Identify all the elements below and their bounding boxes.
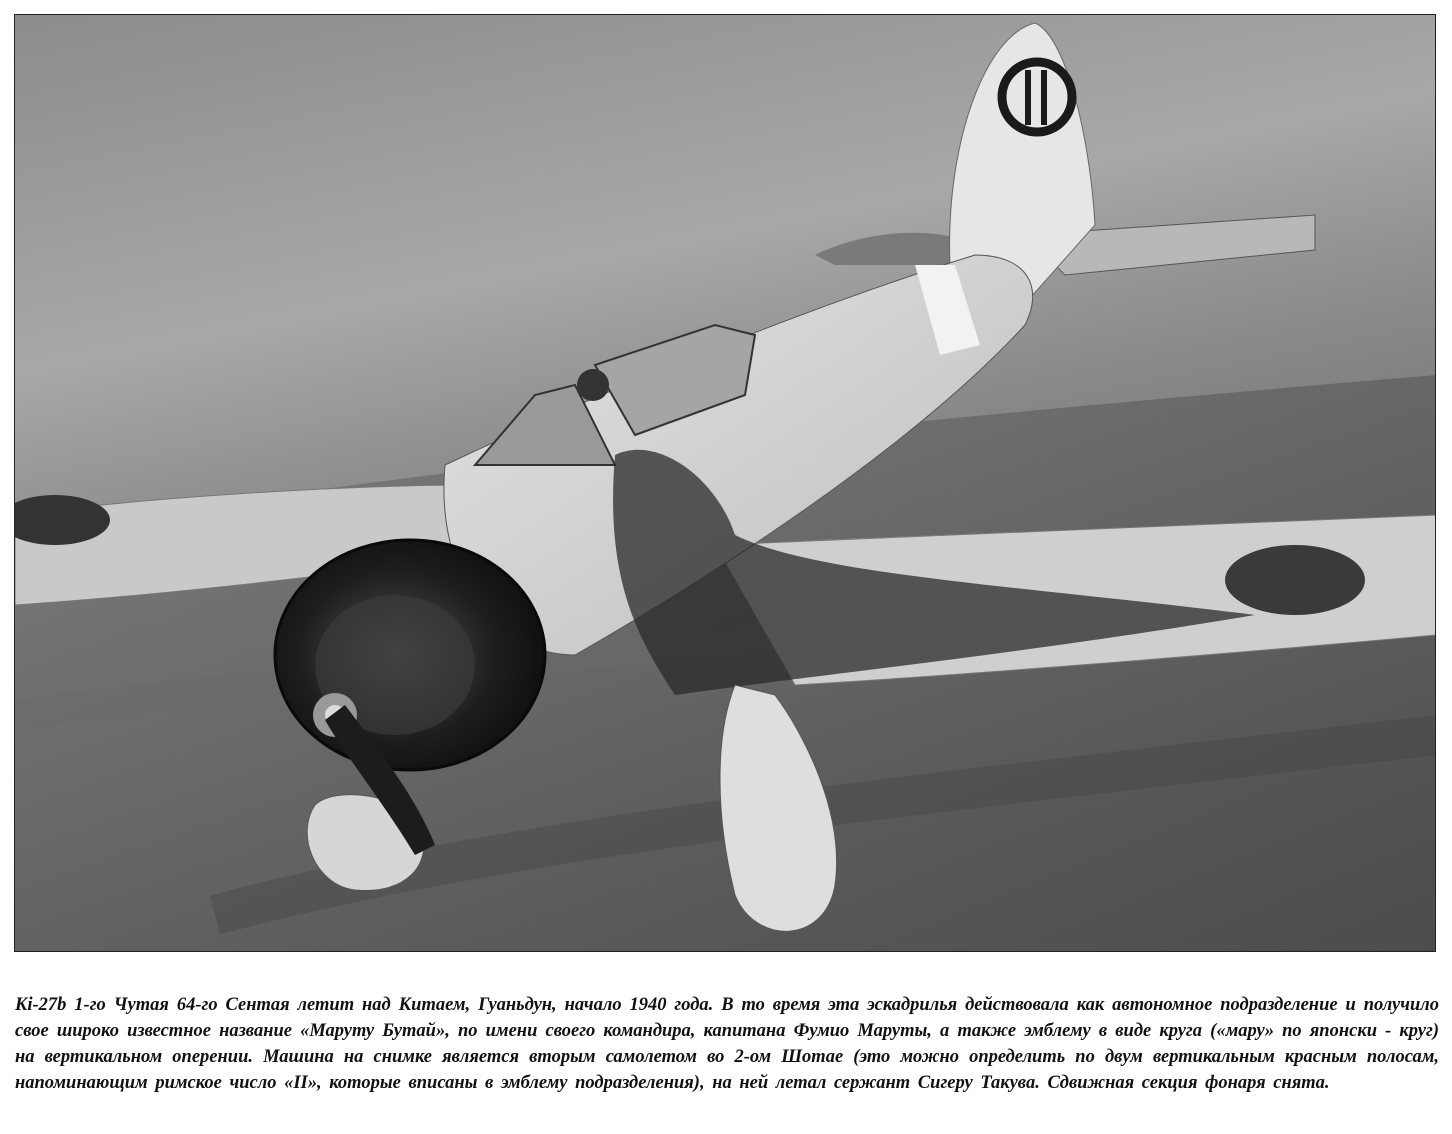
aircraft-illustration: [15, 15, 1436, 952]
aircraft-photo: [14, 14, 1436, 952]
photo-caption: Ki-27b 1-го Чутая 64-го Сентая летит над Китаем, Гуаньдун, начало 1940 года. В то время эта эскадрилья действовала как автономное подразделение и получило свое широко известное название «Маруту Бутай», по имени своего командира, капитана Фумио Маруты, а также эмблему в виде круга («мару» по японски - круг) на вертикальном оперении. Машина на снимке является вторым самолетом во 2-ом Шотае (это можно определить по двум вертикальным красным полосам, напоминающим римское число «II», которые вписаны в эмблему подразделения), на ней летал сержант Сигеру Такува. Сдвижная секция фонаря снята.: [15, 994, 1439, 1093]
right-wing-roundel-icon: [1225, 545, 1365, 615]
